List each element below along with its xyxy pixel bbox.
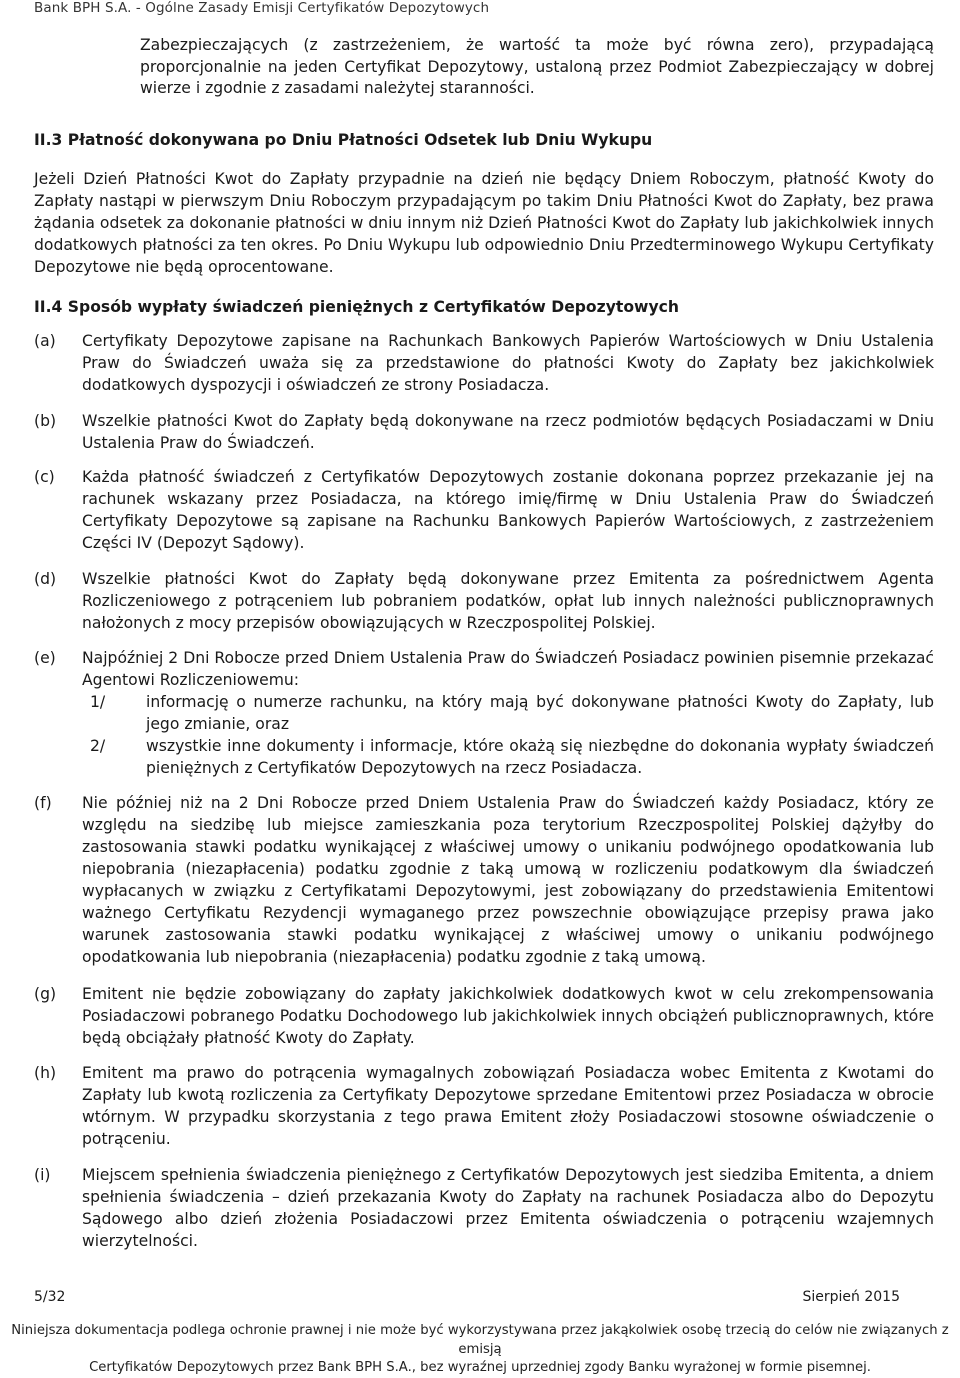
list-item-letter: (a) — [34, 332, 56, 350]
list-item-text: Emitent ma prawo do potrącenia wymagalnych zobowiązań Posiadacza wobec Emitenta z Kwotami do Zapłaty lub kwotą rozliczenia za Certyfikaty Depozytowe sprzedane Emitentowi przez Posiadacza w obrocie wtórnym. W przypadku skorzystania z tego prawa Emitent złoży Posiadaczowi stosowne oświadczenie o potrąceniu. — [82, 1064, 934, 1148]
intro-paragraph: Zabezpieczających (z zastrzeżeniem, że wartość ta może być równa zero), przypadającą proporcjonalnie na jeden Certyfikat Depozytowy, ustaloną przez Podmiot Zabezpieczający w dobrej wierze i zgodnie z zasadami należytej staranności. — [140, 36, 934, 97]
list-item-letter: (e) — [34, 649, 56, 667]
list-item-text: Nie później niż na 2 Dni Robocze przed Dniem Ustalenia Praw do Świadczeń każdy Posiadacz, który ze względu na siedzibę lub miejsce zamieszkania poza terytorium Rzeczpospolitej Polskiej dążyłby do zastosowania stawki podatku wynikającej z właściwej umowy o unikaniu podwójnego opodatkowania lub niepobrania (niezapłacenia) podatku zgodnie z taką umową w rozliczeniu podatkowym dla świadczeń wypłacanych w związku z Certyfikatami Depozytowymi, jest zobowiązany do przedstawienia Emitentowi ważnego Certyfikatu Rezydencji wymaganego przez powszechnie obowiązujące przepisy prawa jako warunek zastosowania stawki podatku wynikającej z właściwej umowy o unikaniu podwójnego opodatkowania lub niepobrania (niezapłacenia) podatku zgodnie z taką umową. — [82, 794, 934, 966]
section-ii-3 — [34, 130, 934, 278]
list-item-letter: (d) — [34, 570, 57, 588]
footer-note-line-2: Certyfikatów Depozytowych przez Bank BPH S.A., bez wyraźnej uprzedniej zgody Banku wyrażonej w formie pisemnej. — [89, 1360, 871, 1375]
footer-note-line-1: Niniejsza dokumentacja podlega ochronie prawnej i nie może być wykorzystywana przez jakąkolwiek osobę trzecią do celów nie związanych z emisją — [11, 1323, 949, 1357]
sub-item-text: informację o numerze rachunku, na który mają być dokonywane płatności Kwoty do Zapłaty, lub jego zmianie, oraz — [146, 693, 934, 733]
section-ii-3-heading: II.3 Płatność dokonywana po Dniu Płatności Odsetek lub Dniu Wykupu — [34, 131, 653, 149]
list-item-text: Wszelkie płatności Kwot do Zapłaty będą dokonywane przez Emitenta za pośrednictwem Agenta Rozliczeniowego z potrąceniem lub pobraniem podatków, opłat lub innych należności publicznoprawnych nałożonych z mocy przepisów obowiązujących w Rzeczpospolitej Polskiej. — [82, 570, 934, 632]
sub-item-text: wszystkie inne dokumenty i informacje, które okażą się niezbędne do dokonania wypłaty świadczeń pieniężnych z Certyfikatów Depozytowych na rzecz Posiadacza. — [146, 737, 934, 777]
sub-item-number: 2/ — [90, 737, 106, 755]
list-item-text: Miejscem spełnienia świadczenia pieniężnego z Certyfikatów Depozytowych jest siedziba Emitenta, a dniem spełnienia świadczenia – dzień przekazania Kwoty do Zapłaty na rachunek Posiadacza albo do Depozytu Sądowego albo dzień złożenia Posiadaczowi przez Emitenta oświadczenia o potrąceniu wzajemnych wierzytelności. — [82, 1166, 934, 1250]
list-item-text: Certyfikaty Depozytowe zapisane na Rachunkach Bankowych Papierów Wartościowych w Dniu Ustalenia Praw do Świadczeń uważa się za przedstawione do płatności Kwoty do Zapłaty bez jakichkolwiek dodatkowych dyspozycji i oświadczeń ze strony Posiadacza. — [82, 332, 934, 394]
list-item-text: Wszelkie płatności Kwot do Zapłaty będą dokonywane na rzecz podmiotów będących Posiadaczami w Dniu Ustalenia Praw do Świadczeń. — [82, 412, 934, 452]
list-item-letter: (f) — [34, 794, 52, 812]
running-header: Bank BPH S.A. - Ogólne Zasady Emisji Certyfikatów Depozytowych — [34, 0, 490, 16]
list-item-letter: (c) — [34, 468, 55, 486]
section-ii-4-heading: II.4 Sposób wypłaty świadczeń pieniężnych z Certyfikatów Depozytowych — [34, 298, 679, 316]
list-item-letter: (g) — [34, 985, 57, 1003]
list-item-text: Emitent nie będzie zobowiązany do zapłaty jakichkolwiek dodatkowych kwot w celu zrekompensowania Posiadaczowi pobranego Podatku Dochodowego lub jakichkolwiek innych obciążeń publicznoprawnych, które będą obciążały płatność Kwoty do Zapłaty. — [82, 985, 934, 1047]
list-item-letter: (b) — [34, 412, 57, 430]
list-item-letter: (h) — [34, 1064, 57, 1082]
list-item-text: Najpóźniej 2 Dni Robocze przed Dniem Ustalenia Praw do Świadczeń Posiadacz powinien pisemnie przekazać Agentowi Rozliczeniowemu: — [82, 649, 934, 689]
page-number: 5/32 — [34, 1289, 66, 1305]
section-ii-3-text: Jeżeli Dzień Płatności Kwot do Zapłaty przypadnie na dzień nie będący Dniem Roboczym, płatność Kwoty do Zapłaty nastąpi w pierwszym Dniu Roboczym przypadającym po takim Dniu Płatności Kwot do Zapłaty, bez prawa żądania odsetek za dokonanie płatności w dniu innym niż Dzień Płatności Kwot do Zapłaty lub jakichkolwiek innych dodatkowych płatności za ten okres. Po Dniu Wykupu lub odpowiednio Dniu Przedterminowego Wykupu Certyfikaty Depozytowe nie będą oprocentowane. — [34, 169, 934, 276]
sub-item-number: 1/ — [90, 693, 106, 711]
footer-legal-note — [0, 1322, 960, 1378]
list-item-text: Każda płatność świadczeń z Certyfikatów Depozytowych zostanie dokonana poprzez przekazanie jej na rachunek wskazany przez Posiadacza, na którego imię/firmę w Dniu Ustalenia Praw do Świadczeń Certyfikaty Depozytowe są zapisane na Rachunku Bankowych Papierów Wartościowych, z zastrzeżeniem Części IV (Depozyt Sądowy). — [82, 468, 934, 552]
section-ii-4-heading-wrap — [34, 297, 934, 319]
footer-date: Sierpień 2015 — [802, 1289, 900, 1305]
list-item-letter: (i) — [34, 1166, 51, 1184]
